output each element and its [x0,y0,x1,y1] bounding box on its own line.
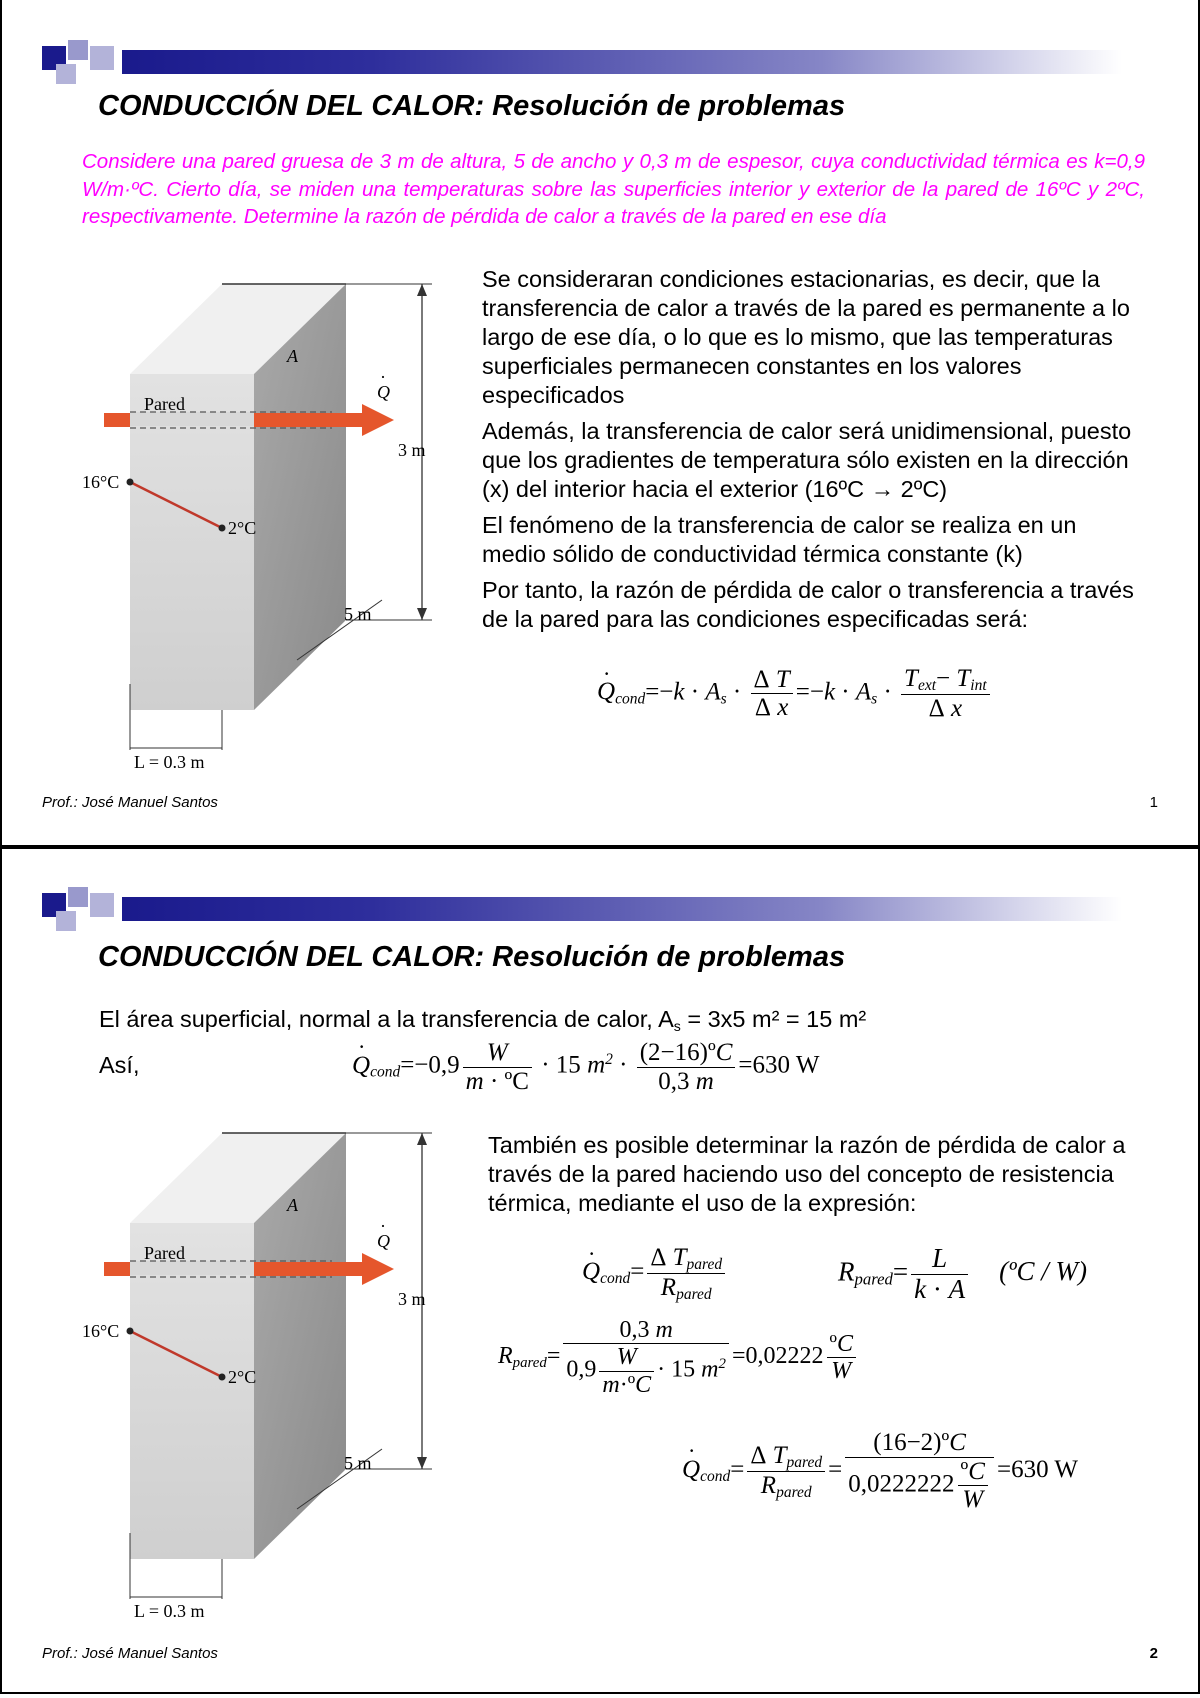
paragraph: El fenómeno de la transferencia de calor se realiza en un medio sólido de conductividad térmica constante (k) [482,512,1077,567]
label-thickness: L = 0.3 m [134,752,205,772]
footer-author: Prof.: José Manuel Santos [42,794,218,811]
resistance-equation: ˙ $Q_{cond}=$ $\frac{\Delta T_{pared}}{R_{pared}}$ [582,1244,728,1303]
label-width: 5 m [344,1453,372,1473]
page-number: 2 [1149,1645,1158,1662]
wall-figure [82,270,482,790]
asi-label: Así, [99,1052,140,1078]
label-q: Q [377,382,390,402]
svg-text:·: · [380,367,386,387]
header-decoration [42,887,1122,935]
page-number: 1 [1149,794,1158,811]
svg-text:·: · [380,1216,386,1236]
area-line: El área superficial, normal a la transferencia de calor, As = 3x5 m² = 15 m² [99,1006,867,1035]
slide-2 [0,847,1200,1694]
label-height: 3 m [398,440,426,460]
label-t-out: 2°C [228,518,257,538]
explanation-text [482,265,1142,641]
r-definition: $R_{pared}=$ $\frac{L}{k \cdot A}$ (ºC / W) [838,1243,1087,1304]
wall-figure [82,1119,482,1639]
paragraph: Se consideraran condiciones estacionarias, es decir, que la transferencia de calor a través de la pared es permanente a lo largo de ese día, o lo que es lo mismo, que las temperaturas superficiales permanecen constantes en los valores especificados [482,266,1130,408]
footer-author: Prof.: José Manuel Santos [42,1645,218,1662]
header-decoration [42,40,1122,88]
label-t-out: 2°C [228,1367,257,1387]
label-thickness: L = 0.3 m [134,1601,205,1621]
label-wall: Pared [144,1243,185,1263]
label-wall: Pared [144,394,185,414]
label-q: Q [377,1231,390,1251]
label-t-in: 16°C [82,472,120,492]
label-t-in: 16°C [82,1321,120,1341]
label-area: A [287,1195,298,1215]
problem-statement: Considere una pared gruesa de 3 m de altura, 5 de ancho y 0,3 m de espesor, cuya conductividad térmica es k=0,9 W/m·ºC. Cierto día, se miden una temperaturas sobre las superficies interior y exterior de la pared de 16ºC y 2ºC, respectivamente. Determine la razón de pérdida de calor a través de la pared en ese día [82,150,1145,228]
label-width: 5 m [344,604,372,624]
final-equation: ˙ $Q_{cond}=$ $\frac{\Delta T_{pared}}{R_{pared}}$ = (16−2)ºC 0,0222222 $\frac{\text{ºC}}{W}$ =630 W [682,1429,1078,1514]
resistance-text: También es posible determinar la razón de pérdida de calor a través de la pared haciendo uso del concepto de resistencia térmica, mediante el uso de la expresión: [488,1132,1126,1216]
label-height: 3 m [398,1289,426,1309]
r-calculation: $R_{pared}=$ 0,3 m 0,9 $\frac{W}{\text{m·ºC}}$ · 15 $m^2$ =0,02222 $\frac{\text{ºC}}{W}$ [498,1317,859,1398]
fourier-equation: ˙ $Q_{cond}=-k \cdot A_s$ · $\frac{\text{Δ T}}{\text{Δ x}}$ $=-k \cdot A_s$ · $\frac{T_{ext}- T_{int}}{\text{Δ x}}$ [597,665,993,722]
paragraph: Por tanto, la razón de pérdida de calor o transferencia a través de la pared para las condiciones especificadas será: [482,577,1134,632]
label-area: A [287,346,298,366]
slide-1 [0,0,1200,847]
heat-rate-calculation: ˙ $Q_{cond}=-0,9$ $\frac{W}{\text{m · ºC}}$ · 15 $m^2$ · $\frac{\text{(2−16)ºC}}{0,3 m}$ =630 W [352,1039,819,1095]
paragraph: Además, la transferencia de calor será unidimensional, puesto que los gradientes de temperatura sólo existen en la dirección (x) del interior hacia el exterior (16ºC → 2ºC) [482,418,1132,502]
slide-title: CONDUCCIÓN DEL CALOR: Resolución de problemas [98,90,846,122]
slide-title: CONDUCCIÓN DEL CALOR: Resolución de problemas [98,941,846,973]
